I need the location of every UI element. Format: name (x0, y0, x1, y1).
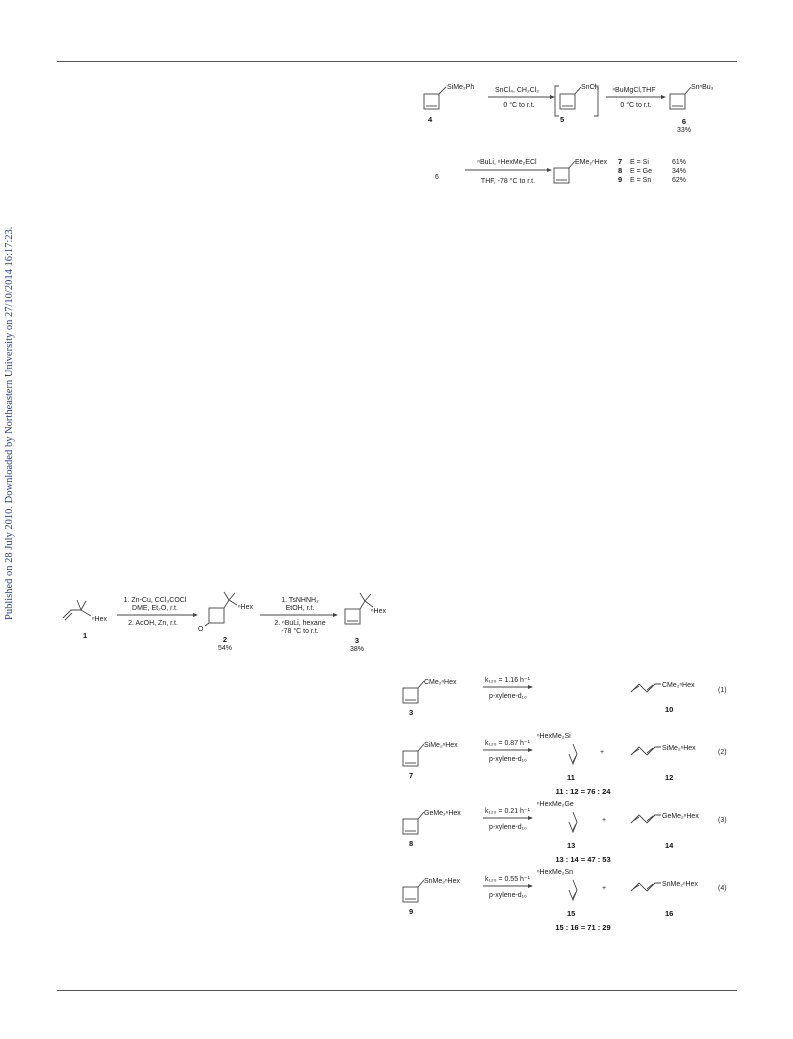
compound-number: 2 (222, 635, 228, 644)
compound-number: 6 (681, 117, 687, 126)
yield-label: 62% (672, 177, 687, 184)
compound-number: 12 (665, 773, 674, 782)
download-margin-note: Published on 28 July 2010. Downloaded by Northeastern University on 27/10/2014 16:17:23. (4, 226, 15, 620)
solvent-label: p-xylene-d₁₀ (489, 756, 527, 763)
scheme-top-drawing (420, 80, 750, 210)
compound-number: 13 (567, 841, 576, 850)
plus-sign: + (600, 749, 605, 756)
arrowhead (333, 613, 338, 617)
product-ratio: 13 : 14 = 47 : 53 (555, 855, 611, 864)
compound-number: 10 (665, 705, 674, 714)
equation-number: (4) (718, 885, 727, 892)
arrowhead (528, 685, 533, 689)
diene-10 (631, 684, 661, 692)
rate-constant: k₁₂₀ = 0.21 h⁻¹ (485, 808, 530, 815)
substituent-label: CMe₂ⁿHex (662, 682, 695, 689)
equations-drawing (395, 672, 745, 962)
cyclobutene-6 (670, 87, 691, 109)
condition-label: DME, Et₂O, r.t. (132, 605, 178, 612)
yield-label: 34% (672, 168, 687, 175)
compound-number: 8 (409, 839, 414, 848)
rate-constant: k₁₂₀ = 0.87 h⁻¹ (485, 740, 530, 747)
cyclobutene-8 (403, 812, 424, 834)
plus-sign: + (602, 817, 607, 824)
compound-number: 11 (567, 773, 575, 782)
scheme-top (420, 80, 750, 210)
element-label: E = Si (630, 159, 649, 166)
compound-number: 15 (567, 909, 576, 918)
condition-label: THF, -78 °C to r.t. (480, 178, 536, 185)
arrowhead (661, 95, 666, 99)
plus-sign: + (602, 885, 607, 892)
reagent-label: 2. ⁿBuLi, hexane (274, 620, 326, 627)
arrowhead (528, 748, 533, 752)
arrowhead (528, 884, 533, 888)
oxygen-label: O (198, 626, 204, 633)
substituent-label: SiMe₂ⁿHex (424, 742, 458, 749)
rate-constant: k₁₂₀ = 1.16 h⁻¹ (485, 677, 530, 684)
condition-label: EtOH, r.t. (285, 605, 315, 612)
reagent-label: ⁿBuLi, ⁿHexMe₂ECl (477, 159, 537, 166)
rate-constant: k₁₂₀ = 0.55 h⁻¹ (485, 876, 530, 883)
substituent-label: ⁿHexMe₂Sn (537, 869, 574, 876)
starting-compound-number: 6 (435, 174, 439, 181)
substituent-label: ⁿHex (371, 608, 387, 615)
substituent-label: ⁿHex (238, 604, 254, 611)
substituent-label: ⁿHexMe₂Ge (537, 801, 574, 808)
element-label: E = Sn (630, 177, 652, 184)
substituent-label: SnMe₂ⁿHex (662, 881, 699, 888)
yield-label: 33% (676, 127, 692, 134)
cyclobutene-7-9 (554, 161, 575, 183)
diene-11 (569, 744, 577, 764)
cyclobutene-9 (403, 880, 424, 902)
substituent-label: GeMe₂ⁿHex (662, 813, 699, 820)
substituent-label: SnⁿBu₃ (691, 84, 714, 91)
cyclobutene-7 (403, 744, 424, 766)
product-ratio: 11 : 12 = 76 : 24 (555, 787, 611, 796)
yield-label: 61% (672, 159, 687, 166)
cyclobutene-4 (424, 87, 446, 109)
substituent-label: SiMe₂ⁿHex (662, 745, 696, 752)
equation-number: (3) (718, 817, 727, 824)
substituent-label: SnMe₂ⁿHex (424, 878, 461, 885)
compound-number: 9 (409, 907, 414, 916)
reagent-label: ⁿBuMgCl,THF (612, 87, 656, 94)
substituent-label: ⁿHexMe₂Si (537, 733, 571, 740)
footer-rule (57, 990, 737, 991)
solvent-label: p-xylene-d₁₀ (489, 693, 527, 700)
compound-number: 3 (354, 636, 360, 645)
arrowhead (528, 816, 533, 820)
diene-13 (569, 812, 577, 832)
solvent-label: p-xylene-d₁₀ (489, 892, 527, 899)
diene-14 (631, 815, 661, 823)
compound-number: 16 (665, 909, 674, 918)
reagent-label: 1. TsNHNH₂ (281, 597, 319, 604)
arrowhead (547, 168, 552, 172)
reagent-label: 1. Zn-Cu, CCl₃COCl (123, 597, 187, 604)
compound-number: 5 (560, 115, 565, 124)
condition-label: -78 °C to r.t. (281, 628, 319, 635)
scheme-left-drawing (55, 590, 395, 665)
substituent-label: GeMe₂ⁿHex (424, 810, 461, 817)
scheme-ring-opening (395, 672, 745, 962)
substituent-label: CMe₂ⁿHex (424, 679, 457, 686)
header-rule (57, 61, 737, 62)
condition-label: 0 °C to r.t. (503, 102, 535, 109)
compound-number: 9 (618, 175, 623, 184)
solvent-label: p-xylene-d₁₀ (489, 824, 527, 831)
substituent-label: SiMe₂Ph (447, 84, 475, 91)
reagent-label: SnCl₄, CH₂Cl₂ (494, 87, 540, 94)
reagent-label: 2. AcOH, Zn, r.t. (128, 620, 178, 627)
equation-number: (2) (718, 749, 727, 756)
yield-label: 38% (349, 646, 365, 653)
compound-number: 7 (409, 771, 414, 780)
diene-16 (631, 883, 661, 891)
arrowhead (550, 95, 555, 99)
condition-label: 0 °C to r.t. (620, 102, 652, 109)
substituent-label: EMe₂ⁿHex (575, 159, 608, 166)
alkene-1 (63, 600, 91, 620)
compound-number: 4 (428, 115, 433, 124)
substituent-label: ⁿHex (92, 616, 108, 623)
element-label: E = Ge (630, 168, 652, 175)
arrowhead (193, 613, 198, 617)
compound-number: 3 (409, 708, 414, 717)
compound-number: 8 (618, 166, 623, 175)
cyclobutene-3 (403, 681, 424, 703)
diene-12 (631, 747, 661, 755)
bracket-left (555, 86, 559, 116)
substituent-label: SnCl₃ (581, 84, 600, 91)
scheme-left (55, 590, 395, 665)
product-ratio: 15 : 16 = 71 : 29 (555, 923, 611, 932)
compound-number: 1 (83, 631, 88, 640)
diene-15 (569, 880, 577, 900)
yield-label: 54% (217, 645, 233, 652)
compound-number: 14 (665, 841, 674, 850)
compound-number: 7 (618, 157, 623, 166)
equation-number: (1) (718, 687, 727, 694)
cyclobutene-3 (345, 593, 373, 624)
cyclobutanone-2 (205, 592, 237, 626)
cyclobutene-5 (560, 87, 581, 109)
